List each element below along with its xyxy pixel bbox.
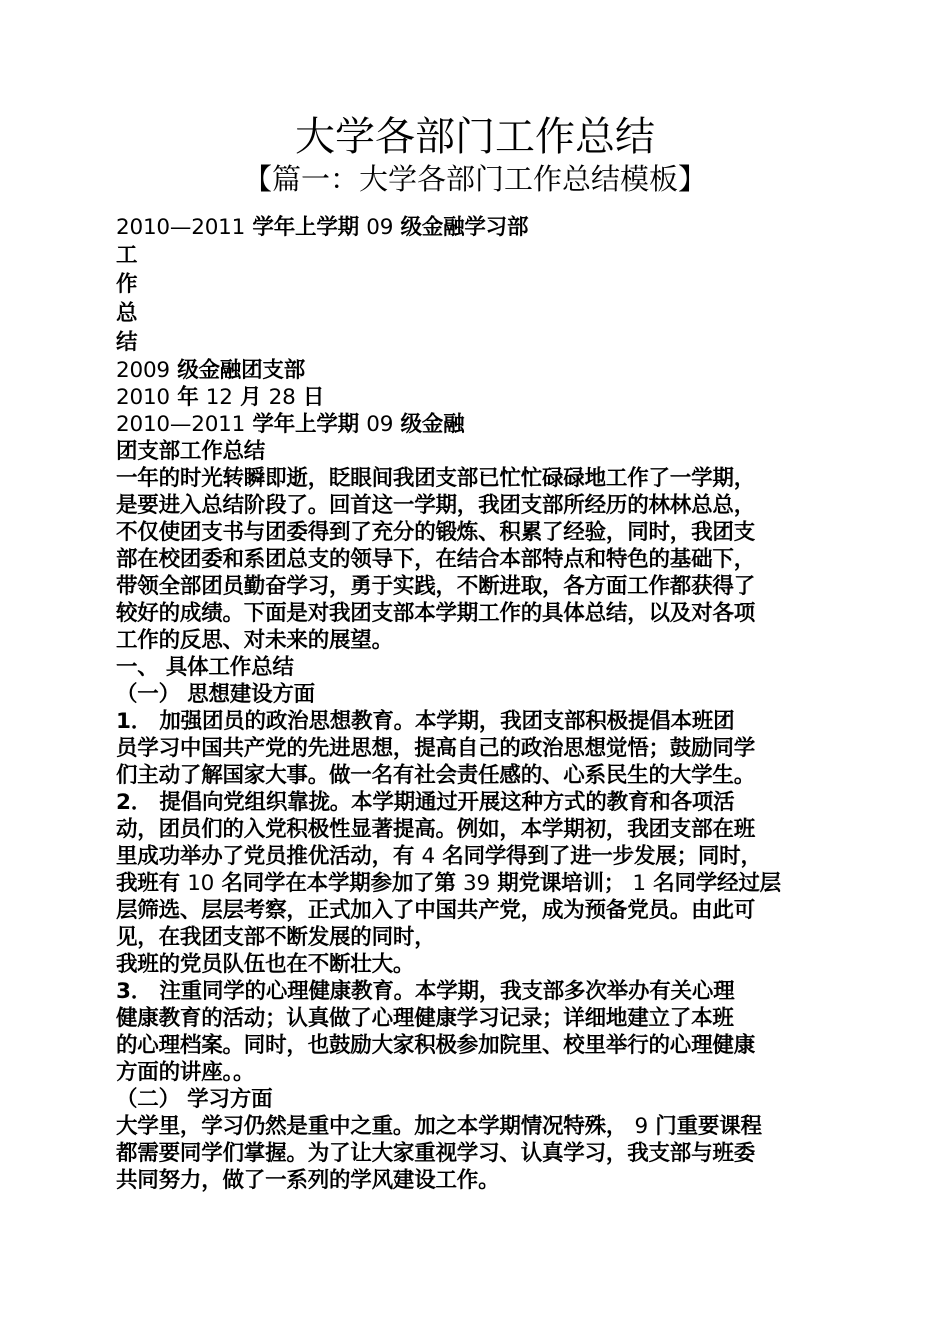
text-line [116,1005,840,1032]
text-segment: 门重要课程 [647,1114,762,1139]
text-line [116,270,840,299]
text-segment: 里成功举办了党员推优活动，有 [116,844,422,869]
text-line [116,546,840,573]
text-segment: 工作的反思、对未来的展望。 [116,628,393,653]
text-segment: 日 [295,385,325,410]
number-text: 2010 [116,385,170,410]
text-segment: 月 [232,385,269,410]
text-segment: 一年的时光转瞬即逝，眨眼间我团支部已忙忙碌碌地工作了一学期， [116,466,756,491]
page-title: 大学各部门工作总结 [295,114,655,160]
text-segment: 较好的成绩。下面是对我团支部本学期工作的具体总结，以及对各项 [116,601,756,626]
text-segment: 是要进入总结阶段了。回首这一学期，我团支部所经历的林林总总， [116,493,756,518]
text-segment: 员学习中国共产党的先进思想，提高自己的政治思想觉悟；鼓励同学 [116,736,756,761]
text-line [116,708,840,735]
text-line [116,735,840,762]
text-segment: 见，在我团支部不断发展的同时， [116,925,436,950]
text-segment: 2． 提倡向党组织靠拢。本学期通过开展这种方式的教育和各项活 [116,790,735,815]
text-line [116,357,840,384]
text-segment: 总 [116,301,138,326]
text-segment: 我班的党员队伍也在不断壮大。 [116,952,415,977]
document-body [116,214,840,1194]
number-text: 28 [268,385,296,410]
text-segment: 带领全部团员勤奋学习，勇于实践，不断进取，各方面工作都获得了 [116,574,756,599]
number-text: 10 [187,871,215,896]
text-segment: 的心理档案。同时，也鼓励大家积极参加院里、校里举行的心理健康 [116,1033,756,1058]
text-segment: 团支部工作总结 [116,439,266,464]
number-text: 9 [634,1114,648,1139]
number-text: 2010—2011 [116,412,246,437]
text-line [116,951,840,978]
number-text: 2009 [116,358,170,383]
text-segment: 动，团员们的入党积极性显著提高。例如，本学期初，我团支部在班 [116,817,756,842]
text-segment: 学年上学期 [245,215,367,240]
text-line [116,762,840,789]
text-segment: 级金融团支部 [169,358,306,383]
text-line [116,328,840,357]
text-line [116,843,840,870]
text-segment: 我班有 [116,871,188,896]
text-segment: 期党课培训； [490,871,633,896]
text-line [116,492,840,519]
number-text: 09 [366,215,394,240]
text-segment: （一） 思想建设方面 [116,682,315,707]
text-line [116,681,840,708]
text-line [116,573,840,600]
text-segment: 学年上学期 [245,412,367,437]
number-text: 2010—2011 [116,215,246,240]
text-segment: 共同努力，做了一系列的学风建设工作。 [116,1168,500,1193]
text-segment: 1． 加强团员的政治思想教育。本学期，我团支部积极提倡本班团 [116,709,735,734]
number-text: 09 [366,412,394,437]
text-segment: 大学里，学习仍然是重中之重。加之本学期情况特殊， [116,1114,635,1139]
text-line [116,1140,840,1167]
number-text: 39 [463,871,490,896]
text-segment: 不仅使团支书与团委得到了充分的锻炼、积累了经验，同时，我团支 [116,520,756,545]
text-line [116,1167,840,1194]
text-segment: 3． 注重同学的心理健康教育。本学期，我支部多次举办有关心理 [116,979,735,1004]
text-line [116,384,840,411]
text-line [116,1032,840,1059]
text-line [116,816,840,843]
text-segment: 工 [116,243,138,268]
text-line [116,241,840,270]
text-line [116,897,840,924]
text-line [116,870,840,897]
text-line [116,465,840,492]
text-segment: 名同学经过层 [645,871,781,896]
number-text: 1 [632,871,646,896]
text-segment: 年 [169,385,206,410]
text-line [116,627,840,654]
text-segment: 名同学得到了进一步发展；同时， [434,844,762,869]
text-line [116,600,840,627]
text-line [116,299,840,328]
text-segment: 名同学在本学期参加了第 [214,871,464,896]
text-segment: 们主动了解国家大事。做一名有社会责任感的、心系民生的大学生。 [116,763,756,788]
text-segment: 级金融 [393,412,465,437]
text-line [116,519,840,546]
text-line [116,1113,840,1140]
text-segment: 作 [116,272,138,297]
text-line [116,789,840,816]
text-segment: 都需要同学们掌握。为了让大家重视学习、认真学习，我支部与班委 [116,1141,756,1166]
text-segment: （二） 学习方面 [116,1087,273,1112]
text-segment: 结 [116,330,138,355]
text-segment: 健康教育的活动；认真做了心理健康学习记录；详细地建立了本班 [116,1006,734,1031]
text-segment: 一、 具体工作总结 [116,655,294,680]
text-line [116,411,840,438]
text-line [116,214,840,241]
text-line [116,1059,840,1086]
text-segment: 层筛选、层层考察，正式加入了中国共产党，成为预备党员。由此可 [116,898,756,923]
text-line [116,924,840,951]
text-line [116,978,840,1005]
text-segment: 方面的讲座。。 [116,1060,255,1085]
text-line [116,438,840,465]
page-subtitle: 【篇一：大学各部门工作总结模板】 [242,162,707,196]
text-segment: 级金融学习部 [393,215,529,240]
text-segment: 部在校团委和系团总支的领导下，在结合本部特点和特色的基础下， [116,547,756,572]
number-text: 4 [421,844,435,869]
text-line [116,654,840,681]
text-line [116,1086,840,1113]
number-text: 12 [205,385,233,410]
